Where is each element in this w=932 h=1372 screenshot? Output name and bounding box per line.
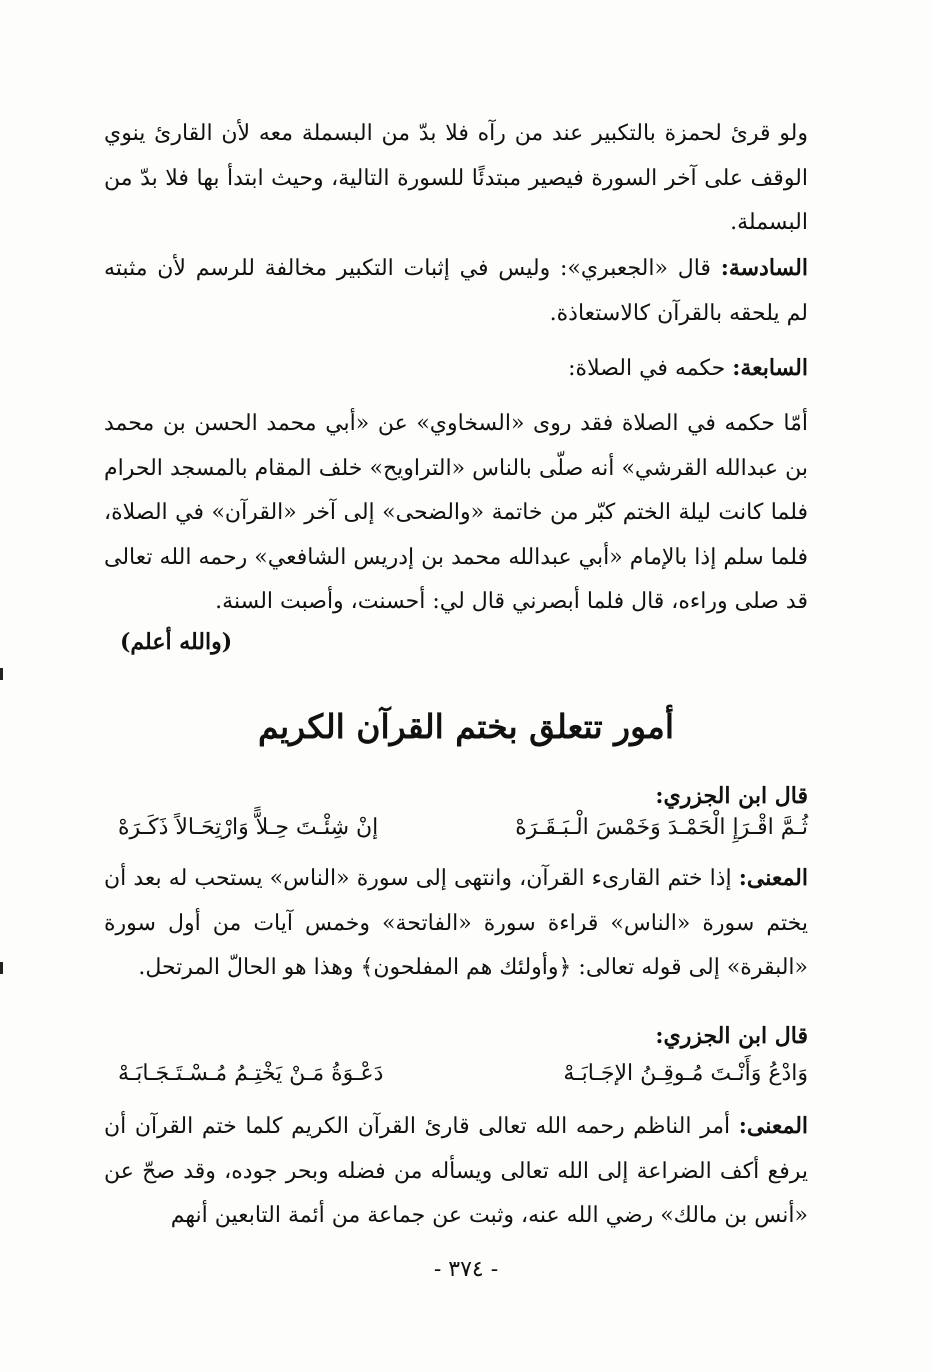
closing-phrase: (والله أعلم) <box>120 629 233 655</box>
paragraph-label: المعنى: <box>738 865 808 891</box>
paragraph-label: المعنى: <box>738 1113 809 1139</box>
paragraph-prayer-ruling: أمّا حكمه في الصلاة فقد روى «السخاوي» عن «أبي محمد الحسن بن محمد بن عبدالله القرشي» أنه صلّى بالناس «التراويح» خلف المقام بالمسجد الحرام فلما كانت ليلة الختم كبّر من خاتمة «والضحى» إلى آخر «القرآن» في الصلاة، فلما سلم إذا بالإمام «أبي عبدالله محمد بن إدريس الشافعي» رحمه الله تعالى قد صلى وراءه، قال فلما أبصرني قال لي: أحسنت، وأصبت السنة. <box>104 411 808 615</box>
paragraph-body: إذا ختم القارىء القرآن، وانتهى إلى سورة «الناس» يستحب له بعد أن يختم سورة «الناس» قراءة سورة «الفاتحة» وخمس آيات من أول سورة «البقرة» إلى قوله تعالى: ﴿وأولئك هم المفلحون﴾ وهذا هو الحالّ المرتحل. <box>104 866 808 981</box>
poem-verse <box>108 1052 808 1096</box>
paragraph-meaning <box>104 1104 808 1239</box>
edge-mark <box>0 668 3 680</box>
paragraph-label: السابعة: <box>732 355 808 381</box>
verse-second-hemistich: دَعْـوَةُ مَـنْ يَخْتِـمُ مُـسْـتَـجَـابَـهْ <box>118 1061 384 1086</box>
paragraph-label: السادسة: <box>720 255 808 281</box>
paragraph-body: أمر الناظم رحمه الله تعالى قارئ القرآن الكريم كلما ختم القرآن أن يرفع أكف الضراعة إلى الله تعالى ويسأله من فضله وبحر جوده، وقد صحّ عن «أنس بن مالك» رضي الله عنه، وثبت عن جماعة من أئمة التابعين أنهم <box>104 1114 808 1229</box>
verse-first-hemistich: ثُـمَّ اقْـرَإِ الْحَمْـدَ وَخَمْسَ الْـبَـقَـرَهْ <box>515 815 808 840</box>
paragraph-seventh <box>104 346 808 392</box>
paragraph-meaning <box>104 856 808 991</box>
paragraph-sixth <box>104 246 808 336</box>
verse-second-hemistich: إنْ شِئْـتَ حِـلاًّ وَارْتِحَـالاً ذَكَـرَهْ <box>118 815 379 840</box>
page-number: - ٣٧٤ - <box>433 1257 499 1282</box>
poet-intro: قال ابن الجزري: <box>655 1023 808 1049</box>
paragraph-hamza-takbir: ولو قرئ لحمزة بالتكبير عند من رآه فلا بدّ من البسملة معه لأن القارئ ينوي الوقف على آخر السورة فيصير مبتدئًا للسورة التالية، وحيث ابتدأ بها فلا بدّ من البسملة. <box>104 121 808 236</box>
poet-intro: قال ابن الجزري: <box>655 783 808 809</box>
paragraph-body: حكمه في الصلاة: <box>568 356 726 381</box>
edge-mark <box>0 962 3 974</box>
verse-first-hemistich: وَادْعُ وَأَنْـتَ مُـوقِـنُ الإجَـابَـهْ <box>563 1061 808 1086</box>
section-heading: أمور تتعلق بختم القرآن الكريم <box>257 707 675 746</box>
paragraph-body: قال «الجعبري»: وليس في إثبات التكبير مخالفة للرسم لأن مثبته لم يلحقه بالقرآن كالاستعاذة. <box>104 256 808 326</box>
poem-verse <box>108 806 808 850</box>
